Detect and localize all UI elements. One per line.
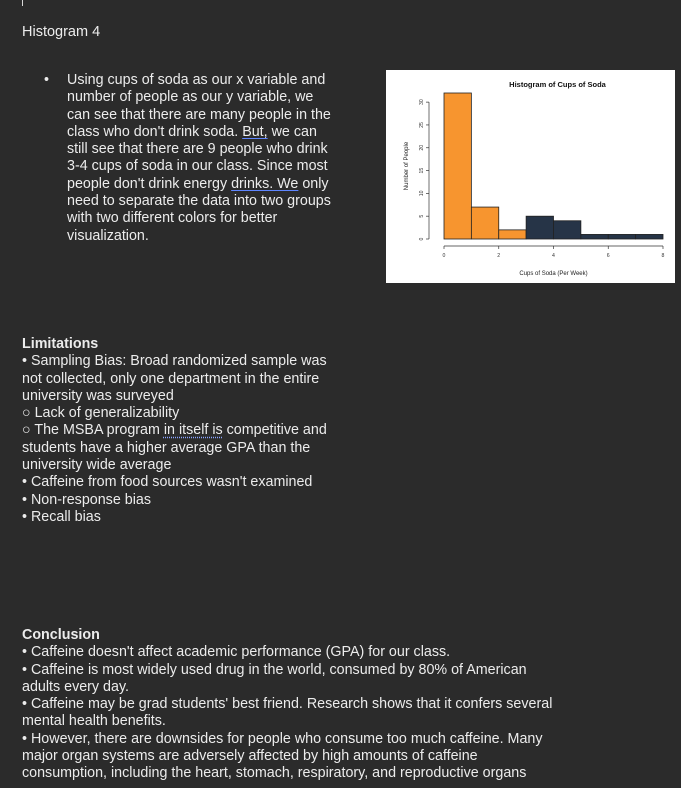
limitation-item: • Recall bias (22, 508, 101, 525)
limitation-item-msba (22, 422, 352, 474)
limitation-item: • Sampling Bias: Broad randomized sample was not collected, only one department in the entire university was surveyed (22, 353, 327, 404)
histogram-bar (581, 234, 608, 239)
limitation-item: ○ Lack of generalizability (22, 405, 180, 422)
conclusion-item: • Caffeine is most widely used drug in the world, consumed by 80% of American adults every day. (22, 661, 527, 695)
histogram-bar (471, 207, 498, 239)
intro-text-part-2: we can still see that there are 9 people who drink 3-4 cups of soda in our class. Since most people don't drink energy (67, 123, 328, 192)
x-tick-label: 4 (552, 253, 555, 259)
intro-bullet (44, 72, 334, 245)
histogram-bar (499, 230, 526, 239)
y-tick-label: 10 (419, 190, 425, 197)
histogram-chart (386, 70, 675, 283)
x-tick-label: 8 (661, 253, 665, 259)
grammar-in-itself[interactable]: in itself is (163, 422, 223, 439)
page-title: Histogram 4 (22, 24, 101, 40)
conclusion-item: • However, there are downsides for people who consume too much caffeine. Many major organ systems are adversely affected by high amounts of caffeine consumption, including the heart, stomach, respiratory, and reproductive organs (22, 730, 543, 782)
limitations-section (22, 336, 352, 526)
limitations-heading: Limitations (22, 336, 99, 352)
y-axis-label: Number of People (404, 141, 410, 191)
intro-text-part-3: only need to separate the data into two groups with two different colors for better visualization. (67, 175, 331, 244)
x-tick-label: 6 (606, 253, 610, 259)
y-tick-label: 5 (419, 214, 425, 218)
histogram-bar (526, 216, 553, 239)
msba-text-part-1: ○ The MSBA program (22, 422, 164, 439)
conclusion-heading: Conclusion (22, 627, 100, 643)
histogram-bar (444, 93, 471, 239)
x-axis-label: Cups of Soda (Per Week) (519, 271, 588, 277)
histogram-bar (608, 234, 635, 239)
y-tick-label: 25 (419, 122, 425, 128)
y-tick-label: 20 (419, 144, 425, 151)
conclusion-section (22, 627, 562, 783)
limitation-item: • Caffeine from food sources wasn't examined (22, 474, 313, 491)
histogram-image (386, 70, 675, 283)
text-cursor (22, 0, 23, 6)
conclusion-item: • Caffeine may be grad students' best friend. Research shows that it confers several mental health benefits. (22, 696, 553, 730)
y-tick-label: 0 (419, 237, 425, 241)
x-tick-label: 2 (497, 253, 501, 259)
chart-title: Histogram of Cups of Soda (509, 80, 606, 89)
intro-text (67, 72, 334, 245)
histogram-bar (554, 221, 581, 239)
msba-text-part-2: competitive and students have a higher average GPA than the university wide average (22, 422, 327, 474)
spellcheck-but[interactable]: But, (242, 123, 268, 140)
spellcheck-drinks-we[interactable]: drinks. We (231, 175, 299, 192)
histogram-bar (636, 234, 663, 239)
y-tick-label: 30 (419, 99, 425, 106)
intro-text-part-1: Using cups of soda as our x variable and number of people as our y variable, we can see that there are many people in the class who don't drink soda. (67, 72, 331, 140)
y-tick-label: 15 (419, 167, 425, 174)
conclusion-item: • Caffeine doesn't affect academic performance (GPA) for our class. (22, 644, 451, 661)
x-tick-label: 0 (442, 253, 446, 259)
bullet-dot: • (44, 72, 50, 88)
limitation-item: • Non-response bias (22, 491, 151, 508)
